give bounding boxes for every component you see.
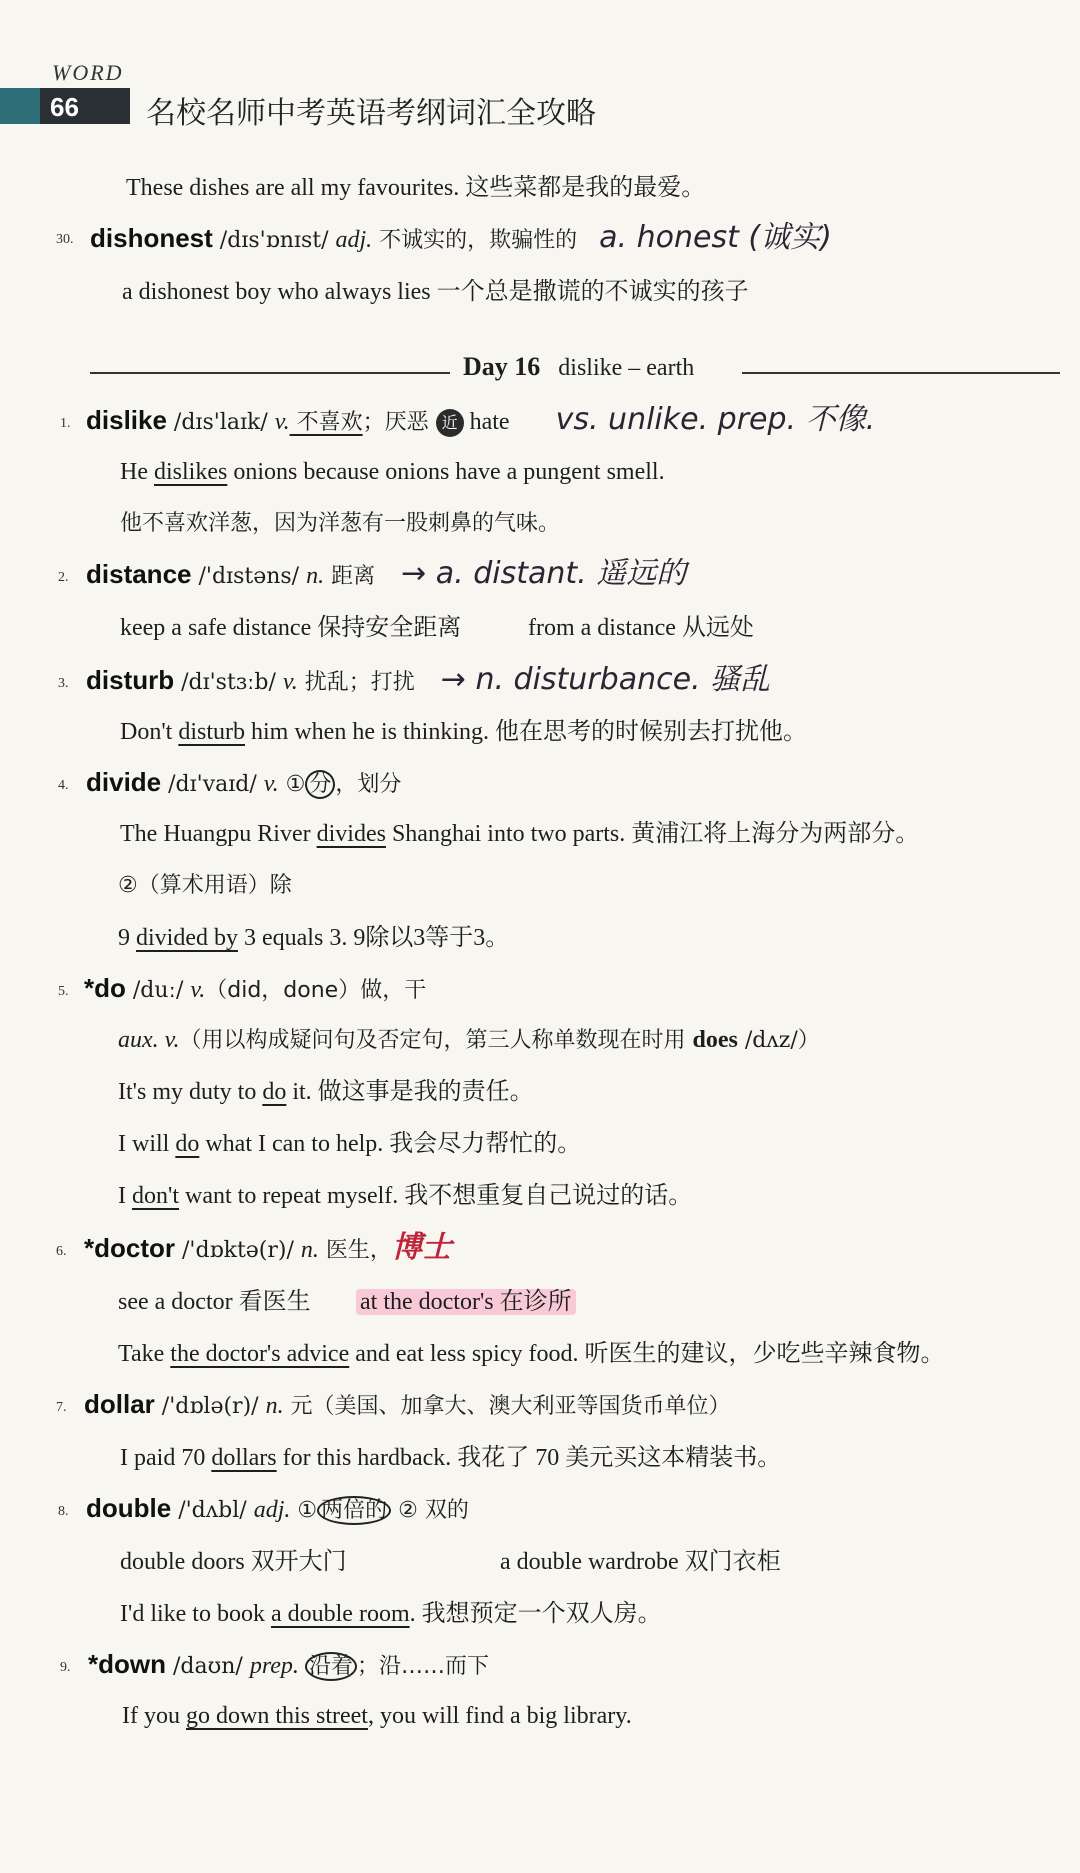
entry-double: double /'dʌbl/ adj. ① 两倍的 ② 双的 [86,1493,469,1523]
entry-number: 3. [58,676,69,691]
entry-number: 7. [56,1400,67,1415]
highlighted-phrase: at the doctor's 在诊所 [356,1286,576,1318]
example-phrase: keep a safe distance 保持安全距离 [120,615,462,641]
example-sentence: 9 divided by 3 equals 3. 9除以3等于3。 [118,925,510,951]
example-sentence: I'd like to book a double room. 我想预定一个双人房。 [120,1601,662,1627]
example-sentence: I will do what I can to help. 我会尽力帮忙的。 [118,1131,582,1157]
example-phrase: from a distance 从远处 [528,615,754,641]
aux-sense: aux. v.（用以构成疑问句及否定句，第三人称单数现在时用 does /dʌz/） [118,1027,820,1053]
entry-dollar: dollar /'dɒlə(r)/ n. 元（美国、加拿大、澳大利亚等国货币单位） [84,1389,731,1419]
example-sentence: I paid 70 dollars for this hardback. 我花了 70 美元买这本精装书。 [120,1445,782,1471]
entry-disturb: disturb /dɪ'stɜːb/ v. 扰乱；打扰 → n. disturbance. 骚乱 [86,662,771,697]
day-heading: Day 16 dislike – earth [463,352,695,381]
book-logo: WORD [52,60,124,85]
example-sentence: a dishonest boy who always lies 一个总是撒谎的不诚实的孩子 [122,279,749,305]
book-title: 名校名师中考英语考纲词汇全攻略 [146,96,596,131]
entry-dishonest: dishonest /dɪs'ɒnɪst/ adj. 不诚实的，欺骗性的 a. honest (诚实) [90,220,832,255]
synonym-badge: 近 [436,409,464,437]
example-phrase: double doors 双开大门 [120,1549,347,1575]
entry-number: 2. [58,570,69,585]
divider-right [742,372,1060,374]
example-sentence: I don't want to repeat myself. 我不想重复自己说过的话。 [118,1183,693,1209]
handwritten-note: vs. unlike. prep. 不像. [555,402,876,437]
example-sentence: Don't disturb him when he is thinking. 他在思考的时候别去打扰他。 [120,719,807,745]
handwritten-note: 博士 [391,1230,452,1265]
entry-number: 5. [58,984,69,999]
example-sentence: These dishes are all my favourites. 这些菜都是我的最爱。 [126,175,706,201]
sense-2: ②（算术用语）除 [118,873,292,898]
example-sentence: If you go down this street, you will find a big library. [122,1703,632,1729]
entry-number: 1. [60,416,71,431]
headword: dishonest [90,223,213,253]
example-sentence: The Huangpu River divides Shanghai into two parts. 黄浦江将上海分为两部分。 [120,821,920,847]
handwritten-note: a. honest (诚实) [599,220,832,255]
page-tab-accent [0,88,40,124]
handwritten-note: → n. disturbance. 骚乱 [440,662,771,697]
example-translation: 他不喜欢洋葱，因为洋葱有一股刺鼻的气味。 [120,511,561,536]
handwritten-note: → a. distant. 遥远的 [401,556,687,591]
example-sentence: He dislikes onions because onions have a pungent smell. [120,459,665,485]
page-number: 66 [50,92,79,122]
entry-dislike: dislike /dɪs'laɪk/ v. 不喜欢；厌恶 近 hate vs. unlike. prep. 不像. [86,402,876,437]
example-sentence: Take the doctor's advice and eat less spicy food. 听医生的建议，少吃些辛辣食物。 [118,1341,945,1367]
entry-number: 8. [58,1504,69,1519]
entry-number: 4. [58,778,69,793]
entry-number: 30. [56,232,74,247]
entry-down: *down /daʊn/ prep. 沿着 ；沿……而下 [88,1649,489,1679]
entry-number: 6. [56,1244,67,1259]
entry-divide: divide /dɪ'vaɪd/ v. ① 分 ，划分 [86,767,402,797]
entry-number: 9. [60,1660,71,1675]
entry-doctor: *doctor /'dɒktə(r)/ n. 医生，博士 [84,1230,452,1265]
entry-distance: distance /'dɪstəns/ n. 距离 → a. distant. 遥远的 [86,556,687,591]
example-sentence: It's my duty to do it. 做这事是我的责任。 [118,1079,534,1105]
example-phrase: a double wardrobe 双门衣柜 [500,1549,781,1575]
example-phrase: see a doctor 看医生 [118,1289,311,1315]
entry-do: *do /duː/ v.（did，done）做，干 [84,973,427,1003]
divider-left [90,372,450,374]
